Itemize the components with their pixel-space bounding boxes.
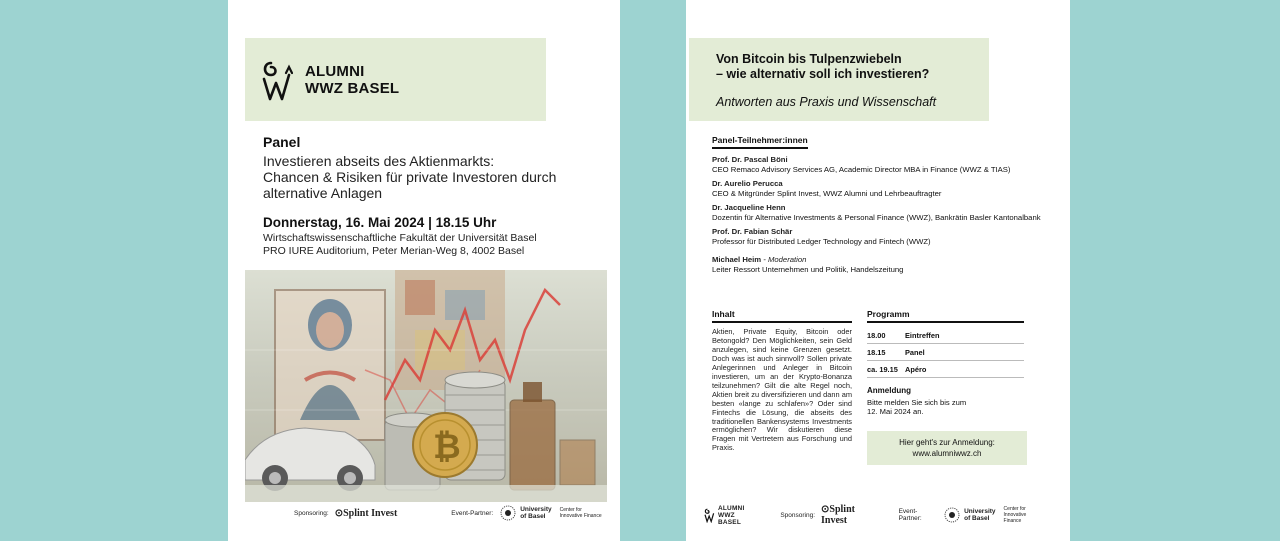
sponsoring-label: Sponsoring: — [780, 511, 816, 519]
hero-subtitle: Antworten aus Praxis und Wissenschaft — [716, 95, 937, 109]
university-of-basel-logo: University of Basel — [499, 504, 551, 522]
participant-item: Dr. Jacqueline Henn Dozentin für Alternative Investments & Personal Finance (WWZ), Bankrätin Basler Kantonalbank — [712, 203, 1041, 222]
university-seal-icon — [943, 506, 961, 524]
hero-title: Von Bitcoin bis Tulpenzwiebeln – wie alternativ soll ich investieren? — [716, 52, 930, 81]
splint-invest-logo: ⊙Splint Invest — [821, 504, 855, 526]
hero-box — [689, 38, 989, 121]
whisky-bottle-icon — [510, 382, 595, 490]
participant-item: Dr. Aurelio Perucca CEO & Mitgründer Splint Invest, WWZ Alumni und Lehrbeauftragter — [712, 179, 942, 198]
svg-text:₿: ₿ — [433, 428, 461, 466]
program-row: ca. 19.15 Apéro — [867, 361, 1024, 378]
flyer-footer — [294, 504, 604, 522]
participant-item: Prof. Dr. Pascal Böni CEO Remaco Advisory Services AG, Academic Director MBA in Finance (WWZ & TIAS) — [712, 155, 1011, 174]
content-text: Aktien, Private Equity, Bitcoin oder Betongold? Den Möglichkeiten, sein Geld anzulegen, sind keine Grenzen gesetzt. Doch was ist auch sinnvoll? Sollen private Anlegerinnen und Anleger in Bitcoin investieren, um an der Krypto-Bonanza teilzunehmen? Gilt die alte Regel noch, Aktien breit zu diversifizieren und dann am besten «lange zu schlafen»? Oder sind Fintechs die Lösung, die abseits des traditionellen Bankensystems Investments ermöglichen? Wir diskutieren diese Fragen mit Vertretern aus Forschung und Praxis. — [712, 327, 852, 453]
flyer-front-page — [228, 0, 620, 541]
wwz-monogram-icon — [261, 57, 293, 103]
university-seal-icon — [499, 504, 517, 522]
alumni-logo-box — [245, 38, 546, 121]
center-innovative-finance-label: Center for Innovative Finance — [1003, 506, 1027, 524]
moderator-item: Michael Heim - Moderation Leiter Ressort Unternehmen und Politik, Handelszeitung — [712, 255, 904, 274]
program-row: 18.00 Eintreffen — [867, 327, 1024, 344]
content-section — [712, 309, 852, 453]
event-partner-label: Event-Partner: — [898, 508, 922, 522]
flyer-back-page — [686, 0, 1070, 541]
splint-invest-logo: ⊙Splint Invest — [334, 507, 398, 519]
registration-info: Anmeldung Bitte melden Sie sich bis zum 12. Mai 2024 an. — [867, 386, 967, 416]
program-section — [867, 309, 1024, 417]
sponsoring-label: Sponsoring: — [294, 509, 329, 517]
participants-title: Panel-Teilnehmer:innen — [712, 135, 808, 145]
registration-link-box[interactable] — [867, 431, 1027, 465]
program-row: 18.15 Panel — [867, 344, 1024, 361]
event-date: Donnerstag, 16. Mai 2024 | 18.15 Uhr — [263, 215, 497, 230]
registration-link-label: Hier geht's zur Anmeldung: — [899, 438, 995, 447]
participants-section — [712, 135, 1042, 279]
program-title: Programm — [867, 309, 910, 319]
splint-mark-icon: ⊙ — [334, 507, 344, 519]
content-title: Inhalt — [712, 309, 735, 319]
panel-title: Investieren abseits des Aktienmarkts: Chancen & Risiken für private Investoren durch alternative Anlagen — [263, 153, 557, 201]
section-divider — [712, 147, 808, 149]
alumni-logo-small: ALUMNI WWZ BASEL — [704, 505, 756, 526]
panel-label: Panel — [263, 134, 301, 150]
center-innovative-finance-label: Center for Innovative Finance — [559, 507, 602, 519]
section-divider — [712, 321, 852, 323]
event-venue: Wirtschaftswissenschaftliche Fakultät der Universität Basel PRO IURE Auditorium, Peter Merian-Weg 8, 4002 Basel — [263, 232, 537, 257]
flyer-footer — [704, 504, 1044, 526]
wwz-monogram-icon — [704, 507, 715, 523]
splint-mark-icon: ⊙ — [821, 504, 830, 515]
investment-collage-image — [245, 270, 607, 502]
event-partner-label: Event-Partner: — [451, 509, 494, 517]
participant-item: Prof. Dr. Fabian Schär Professor für Distributed Ledger Technology and Fintech (WWZ) — [712, 227, 931, 246]
bitcoin-icon — [413, 413, 477, 477]
section-divider — [867, 321, 1024, 323]
registration-link[interactable]: www.alumniwwz.ch — [912, 449, 982, 458]
alumni-logo-text: ALUMNI WWZ BASEL — [305, 62, 400, 97]
university-of-basel-logo: University of Basel — [943, 506, 995, 524]
